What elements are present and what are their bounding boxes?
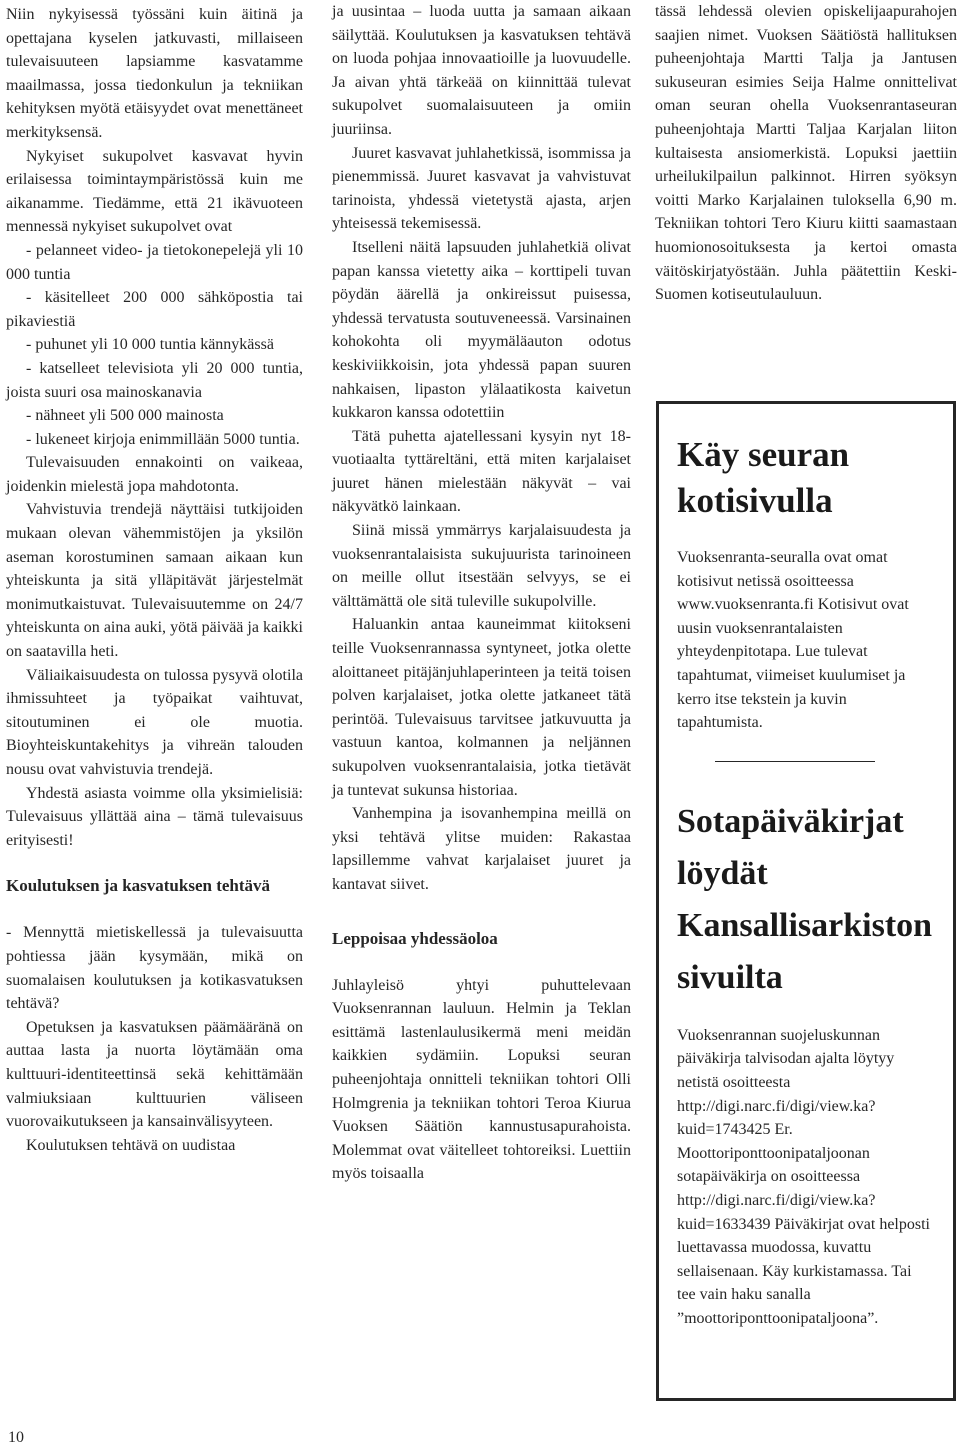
- paragraph: Yhdestä asiasta voimme olla yksimielisiä: Tulevaisuus yllättää aina – tämä tulevaisuus erityisesti!: [6, 784, 303, 849]
- paragraph: Opetuksen ja kasvatuksen päämääränä on auttaa lasta ja nuorta löytämään oma kulttuuri-identiteettinsä sekä kehittämään valmiuksiaan kulttuurien väliseen vuorovaikutukseen ja kansainvälisyyteen.: [6, 1018, 303, 1131]
- notice-text-website: Vuoksenranta-seuralla ovat omat kotisivut netissä osoitteessa www.vuoksenranta.fi Kotisivut ovat uusin vuoksenrantalaisten yhteydenpitotapa. Lue tulevat tapahtumat, viimeiset kuulumiset ja kerro itse tekstein ja kuvin tapahtumista.: [677, 549, 909, 732]
- list-item: - lukeneet kirjoja enimmillään 5000 tuntia.: [26, 430, 300, 448]
- paragraph: Koulutuksen tehtävä on uudistaa: [26, 1136, 236, 1154]
- paragraph: Vanhempina ja isovanhempina meillä on yksi tehtävä ylitse muiden: Rakastaa lapsillemme vahvat karjalaiset juuret ja kantavat siivet.: [332, 805, 631, 893]
- paragraph: Juuret kasvavat juhlahetkissä, isommissa ja pienemmissä. Juuret kasvavat ja vahvistuvat tarinoista, yhdessä vietetystä ajasta, arjen yhteisessä tekemisessä.: [332, 144, 631, 233]
- paragraph: Haluankin antaa kauneimmat kiitokseni teille Vuoksenrannassa syntyneet, jotka olette aloittaneet pitäjänjuhlaperinteen ja teitä toisen polven karjalaiset, jotka olette jatkaneet tätä perintöä. Tulevaisuus tarvitsee jatkuvuutta ja vastuun kantoa, kolmannen ja neljännen sukupolven vuoksenrantalaisia, jotka tietävät ja tuntevat sukunsa historiaa.: [332, 616, 631, 799]
- section-heading: Leppoisaa yhdessäoloa: [332, 928, 498, 948]
- column-2: [332, 0, 631, 1186]
- paragraph: Tätä puhetta ajatellessani kysyin nyt 18-vuotiaalta tyttäreltäni, että miten karjalaiset juuret hänen mielestään näkyvät – vai näkyvätkö lainkaan.: [332, 427, 631, 516]
- page-number: 10: [8, 1429, 24, 1446]
- column-3: [655, 0, 957, 307]
- list-item: - käsitelleet 200 000 sähköpostia tai pikaviestiä: [6, 289, 303, 330]
- notice-heading-war-diaries: Sotapäiväkirjat löydät Kansallisarkiston sivuilta: [677, 802, 933, 996]
- paragraph: ja uusintaa – luoda uutta ja samaan aikaan säilyttää. Koulutuksen ja kasvatuksen tehtävä on luoda pohjaa innovaatioille ja luovuudelle. Ja aivan yhtä tärkeää on kiinnittää tulevat sukupolvet suomalaisuuteen ja omiin juuriinsa.: [332, 3, 631, 138]
- list-item: - katselleet televisiota yli 20 000 tuntia, joista suuri osa mainoskanavia: [6, 359, 303, 401]
- paragraph: Itselleni näitä lapsuuden juhlahetkiä olivat papan kanssa vietetty aika – korttipeli tuvan pöydän äärellä ja onkireissut puisessa, yhdessä tervatusta soutuveneessä. Varsinainen kohokohta oli myymäläauton odotus keskiviikkoisin, jota yhdessä papan suuren nahkaisen, lipaston ylälaatikosta kaivetun kukkaron kanssa odotettiin: [332, 238, 631, 422]
- section-heading: Koulutuksen ja kasvatuksen tehtävä: [6, 876, 271, 896]
- column-1: [6, 0, 303, 1157]
- list-item: - pelanneet video- ja tietokonepelejä yli 10 000 tuntia: [6, 241, 303, 283]
- paragraph: tässä lehdessä olevien opiskelijaapurahojen saajien nimet. Vuoksen Säätiöstä hallituksen puheenjohtaja Martti Talja ja Jantusen sukuseuran esimies Seija Halme onnittelivat oman seuran ohella Vuoksenrantaseuran puheenjohtaja Martti Taljaa Karjalan liiton kultaisesta ansiomerkistä. Lopuksi jaettiin urheilukilpailun palkinnot. Hirren syöksyn voitti Marko Karjalainen tuloksella 6,90 m. Tekniikan tohtori Tero Kiuru kiitti saamastaan huomionosoituksesta ja kertoi omasta väitöskirjatyöstään. Juhla päätettiin Keski-Suomen kotiseutulauluun.: [655, 3, 957, 304]
- divider: [715, 761, 875, 762]
- paragraph: Juhlayleisö yhtyi puhuttelevaan Vuoksenrannan lauluun. Helmin ja Teklan esittämä lastenlaulusikermä meni meidän kaikkien sydämiin. Lopuksi seuran puheenjohtaja onnitteli tekniikan tohtori Olli Holmgrenia ja tekniikan tohtori Teroa Kiurua Vuoksen Säätiön kannustusapurahoista. Molemmat ovat väitelleet tohtoreiksi. Luettiin myös toisaalla: [332, 976, 631, 1183]
- notice-heading-website: Käy seuran kotisivulla: [677, 435, 850, 520]
- list-item: - puhunet yli 10 000 tuntia kännykässä: [26, 336, 274, 354]
- paragraph: Nykyiset sukupolvet kasvavat hyvin erilaisessa toimintaympäristössä kuin me aikanamme. Tiedämme, että 21 ikävuoteen mennessä nykyiset sukupolvet ovat: [6, 147, 303, 236]
- list-item: - nähneet yli 500 000 mainosta: [26, 407, 224, 425]
- paragraph: Vahvistuvia trendejä näyttäisi tutkijoiden mukaan olevan vähemmistöjen ja yksilön aseman korostuminen samaan aikaan kun yhteiskunta ja sitä ylläpitävät järjestelmät monimutkaistuvat. Tulevaisuutemme on 24/7 yhteiskunta on aina auki, yötä päivää ja kaikki on saatavilla heti.: [6, 501, 303, 661]
- notice-box: [656, 401, 956, 1401]
- paragraph: Niin nykyisessä työssäni kuin äitinä ja opettajana kyselen jatkuvasti, millaiseen tulevaisuuteen lapsiamme kasvatamme maailmassa, jossa tiedonkulun ja tekniikan kehityksen myötä etäisyydet ovat menettäneet merkityksensä.: [6, 6, 303, 141]
- paragraph: Siinä missä ymmärrys karjalaisuudesta ja vuoksenrantalaisista sukujuurista tarinoineen on meille ollut itsestään selvyys, se ei välttämättä ole sitä tuleville sukupolville.: [332, 522, 631, 610]
- paragraph: - Mennyttä mietiskellessä ja tulevaisuutta pohtiessa jään kysymään, mikä on suomalaisen koulutuksen ja kotikasvatuksen tehtävä?: [6, 924, 303, 1013]
- paragraph: Tulevaisuuden ennakointi on vaikeaa, joidenkin mielestä jopa mahdotonta.: [6, 454, 303, 495]
- notice-text-war-diaries: Vuoksenrannan suojeluskunnan päiväkirja talvisodan ajalta löytyy netistä osoitteesta http://digi.narc.fi/digi/view.ka?kuid=1743425 Er. Moottoriponttoonipataljoonan sotapäiväkirja on osoitteessa http://digi.narc.fi/digi/view.ka?kuid=1633439 Päiväkirjat ovat helposti luettavassa muodossa, kuvattu sellaisenaan. Käy kurkistamassa. Tai tee vain haku sanalla ”moottoriponttoonipataljoona”.: [677, 1026, 930, 1327]
- notice-box-content: [677, 432, 933, 1330]
- paragraph: Väliaikaisuudesta on tulossa pysyvä olotila ihmissuhteet ja työpaikat vaihtuvat, sitoutuminen ei ole muotia. Bioyhteiskuntakehitys ja vihreän talouden nousu ovat vahvistuvia trendejä.: [6, 666, 303, 778]
